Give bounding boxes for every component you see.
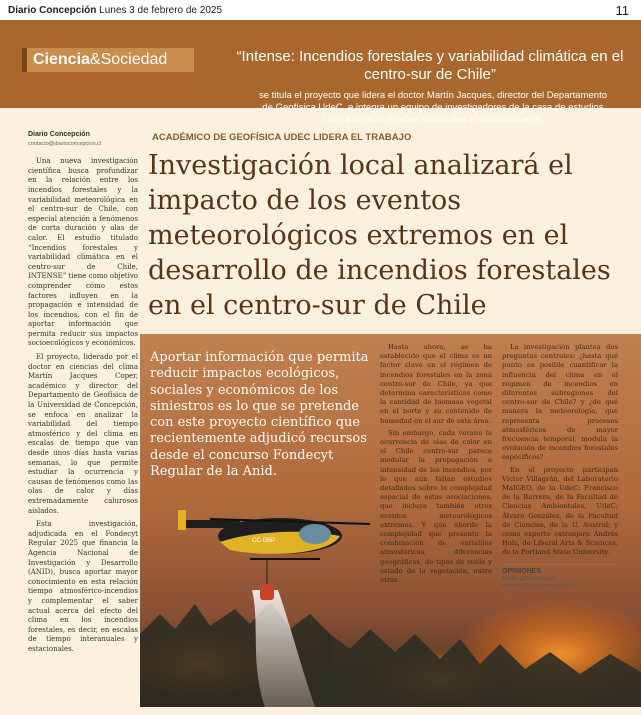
section-label: Ciencia&Sociedad <box>22 48 194 72</box>
body-paragraph: Sin embargo, cada verano la ocurrencia de olas de calor en el Chile centro-sur parece modular la propagación e intensidad de los incendios, por lo que aún faltan estudios detallados sobre la complejidad espacial de estas asociaciones, que incluya también otros eventos meteorológicos extremos. Y que aborde la complejidad que presenta la combinación de variables atmosféricas, diferencias geográficas, de tipos de suelo y estado de la vegetación, entre otras. <box>380 428 492 585</box>
banner-quote: “Intense: Incendios forestales y variabilidad climática en el centro-sur de Chile” <box>236 48 624 83</box>
opinions-box <box>502 564 618 590</box>
page-number: 11 <box>615 3 629 18</box>
body-paragraph: El proyecto, liderado por el doctor en ciencias del clima Martín Jacques Coper, académico y director del Departamento de Geofísica de la Universidad de Concepción, se enfoca en analizar la variabilidad del tiempo atmosférico y del clima en escalas de tiempo que van desde unos días hasta varias semanas, lo que permite estudiar la ocurrencia y causas de fenómenos como las olas de calor y días extremadamente calurosos aislados. <box>28 353 138 515</box>
article-lede: Aportar información que permita reducir impactos ecológicos, sociales y económicos de los siniestros es lo que se pretende con este proyecto científico que recientemente adjudicó recursos desde el concurso Fondecyt Regular de la Anid. <box>150 350 369 480</box>
opinions-email[interactable]: contacto@diarioconcepcion.cl <box>502 582 576 589</box>
right-column <box>502 343 618 590</box>
article-kicker: ACADÉMICO DE GEOFÍSICA UDEC LIDERA EL TRABAJO <box>152 132 412 143</box>
left-column <box>28 130 138 658</box>
body-paragraph: La investigación plantea dos preguntas centrales: ¿hasta qué punto es posible cuantificar la influencia del clima en el régimen de incendios en diferentes subregiones del centro-sur de Chile? y ¿de qué manera la meteorología, que representa procesos atmosféricos de mayor frecuencia temporal, modula la evolución de incendios forestales específicos? <box>502 343 618 462</box>
section-banner <box>0 20 641 125</box>
helicopter-registration: CC-DBP <box>252 538 276 544</box>
body-paragraph: Hasta ahora, se ha establecido que el clima es un factor clave en el régimen de incendios forestales en la zona centro-sur de Chile, ya que determina características como la cantidad de biomasa vegetal en el norte y su contenido de humedad en el sur de esta área. <box>380 343 492 425</box>
body-paragraph: Esta investigación, adjudicada en el Fondecyt Regular 2025 que financia la Agencia Nacional de Investigación y Desarrollo (ANID), busca aportar mayor conocimiento en esta relación tiempo atmosférico-incendios y complementar el saber actual acerca del efecto del clima en los incendios forestales, es decir, en escalas de tiempo interanuales y estacionales. <box>28 520 138 653</box>
banner-subtitle: se titula el proyecto que lidera el doctor Martín Jacques, director del Departamento de Geofísica UdeC, e integra un equipo de investigadores de la casa de estudios junto a otras entidades nacionales e internacionales. <box>259 90 607 125</box>
body-paragraph: En el proyecto participan Víctor Villagrán, del Laboratorio MaIGEO, de la UdeC; Francisco de la Barrera, de la Facultad de Ciencias Ambientales, UdeC; Álvaro González, de la Facultad de Ciencias, de la U. Austral; y como experto extranjero Andrés Holz, de Liberal Arts & Sciences, de la Portland State University. <box>502 465 618 557</box>
issue-date: Lunes 3 de febrero de 2025 <box>99 5 223 16</box>
article-headline: Investigación local analizará el impacto de los eventos meteorológicos extremos en el desarrollo de incendios forestales en el centro-sur de Chile <box>148 150 611 321</box>
opinions-heading: OPINIONES <box>502 567 541 575</box>
byline-email: contacto@diarioconcepcion.cl <box>28 140 102 147</box>
page-header <box>0 0 641 20</box>
paper-name: Diario Concepción Lunes 3 de febrero de 2025 <box>8 5 223 16</box>
body-paragraph: Una nueva investigación científica busca profundizar en la relación entre los incendios forestales y la variabilidad meteorológica en el centro-sur de Chile, con especial atención a fenómenos de corta duración y olas de calor. El estudio titulado “Incendios forestales y variabilidad climática en el centro-sur de Chile, INTENSE” tiene como objetivo comprender cómo estos factores influyen en la propagación e intensidad de los incendios, con el fin de aportar información que permita reducir sus impactos socioecológicos y económicos. <box>28 157 139 348</box>
byline: Diario Concepción <box>28 131 90 138</box>
opinions-twitter[interactable]: Twitter @DiarioConce <box>502 575 556 582</box>
middle-column <box>380 343 492 588</box>
